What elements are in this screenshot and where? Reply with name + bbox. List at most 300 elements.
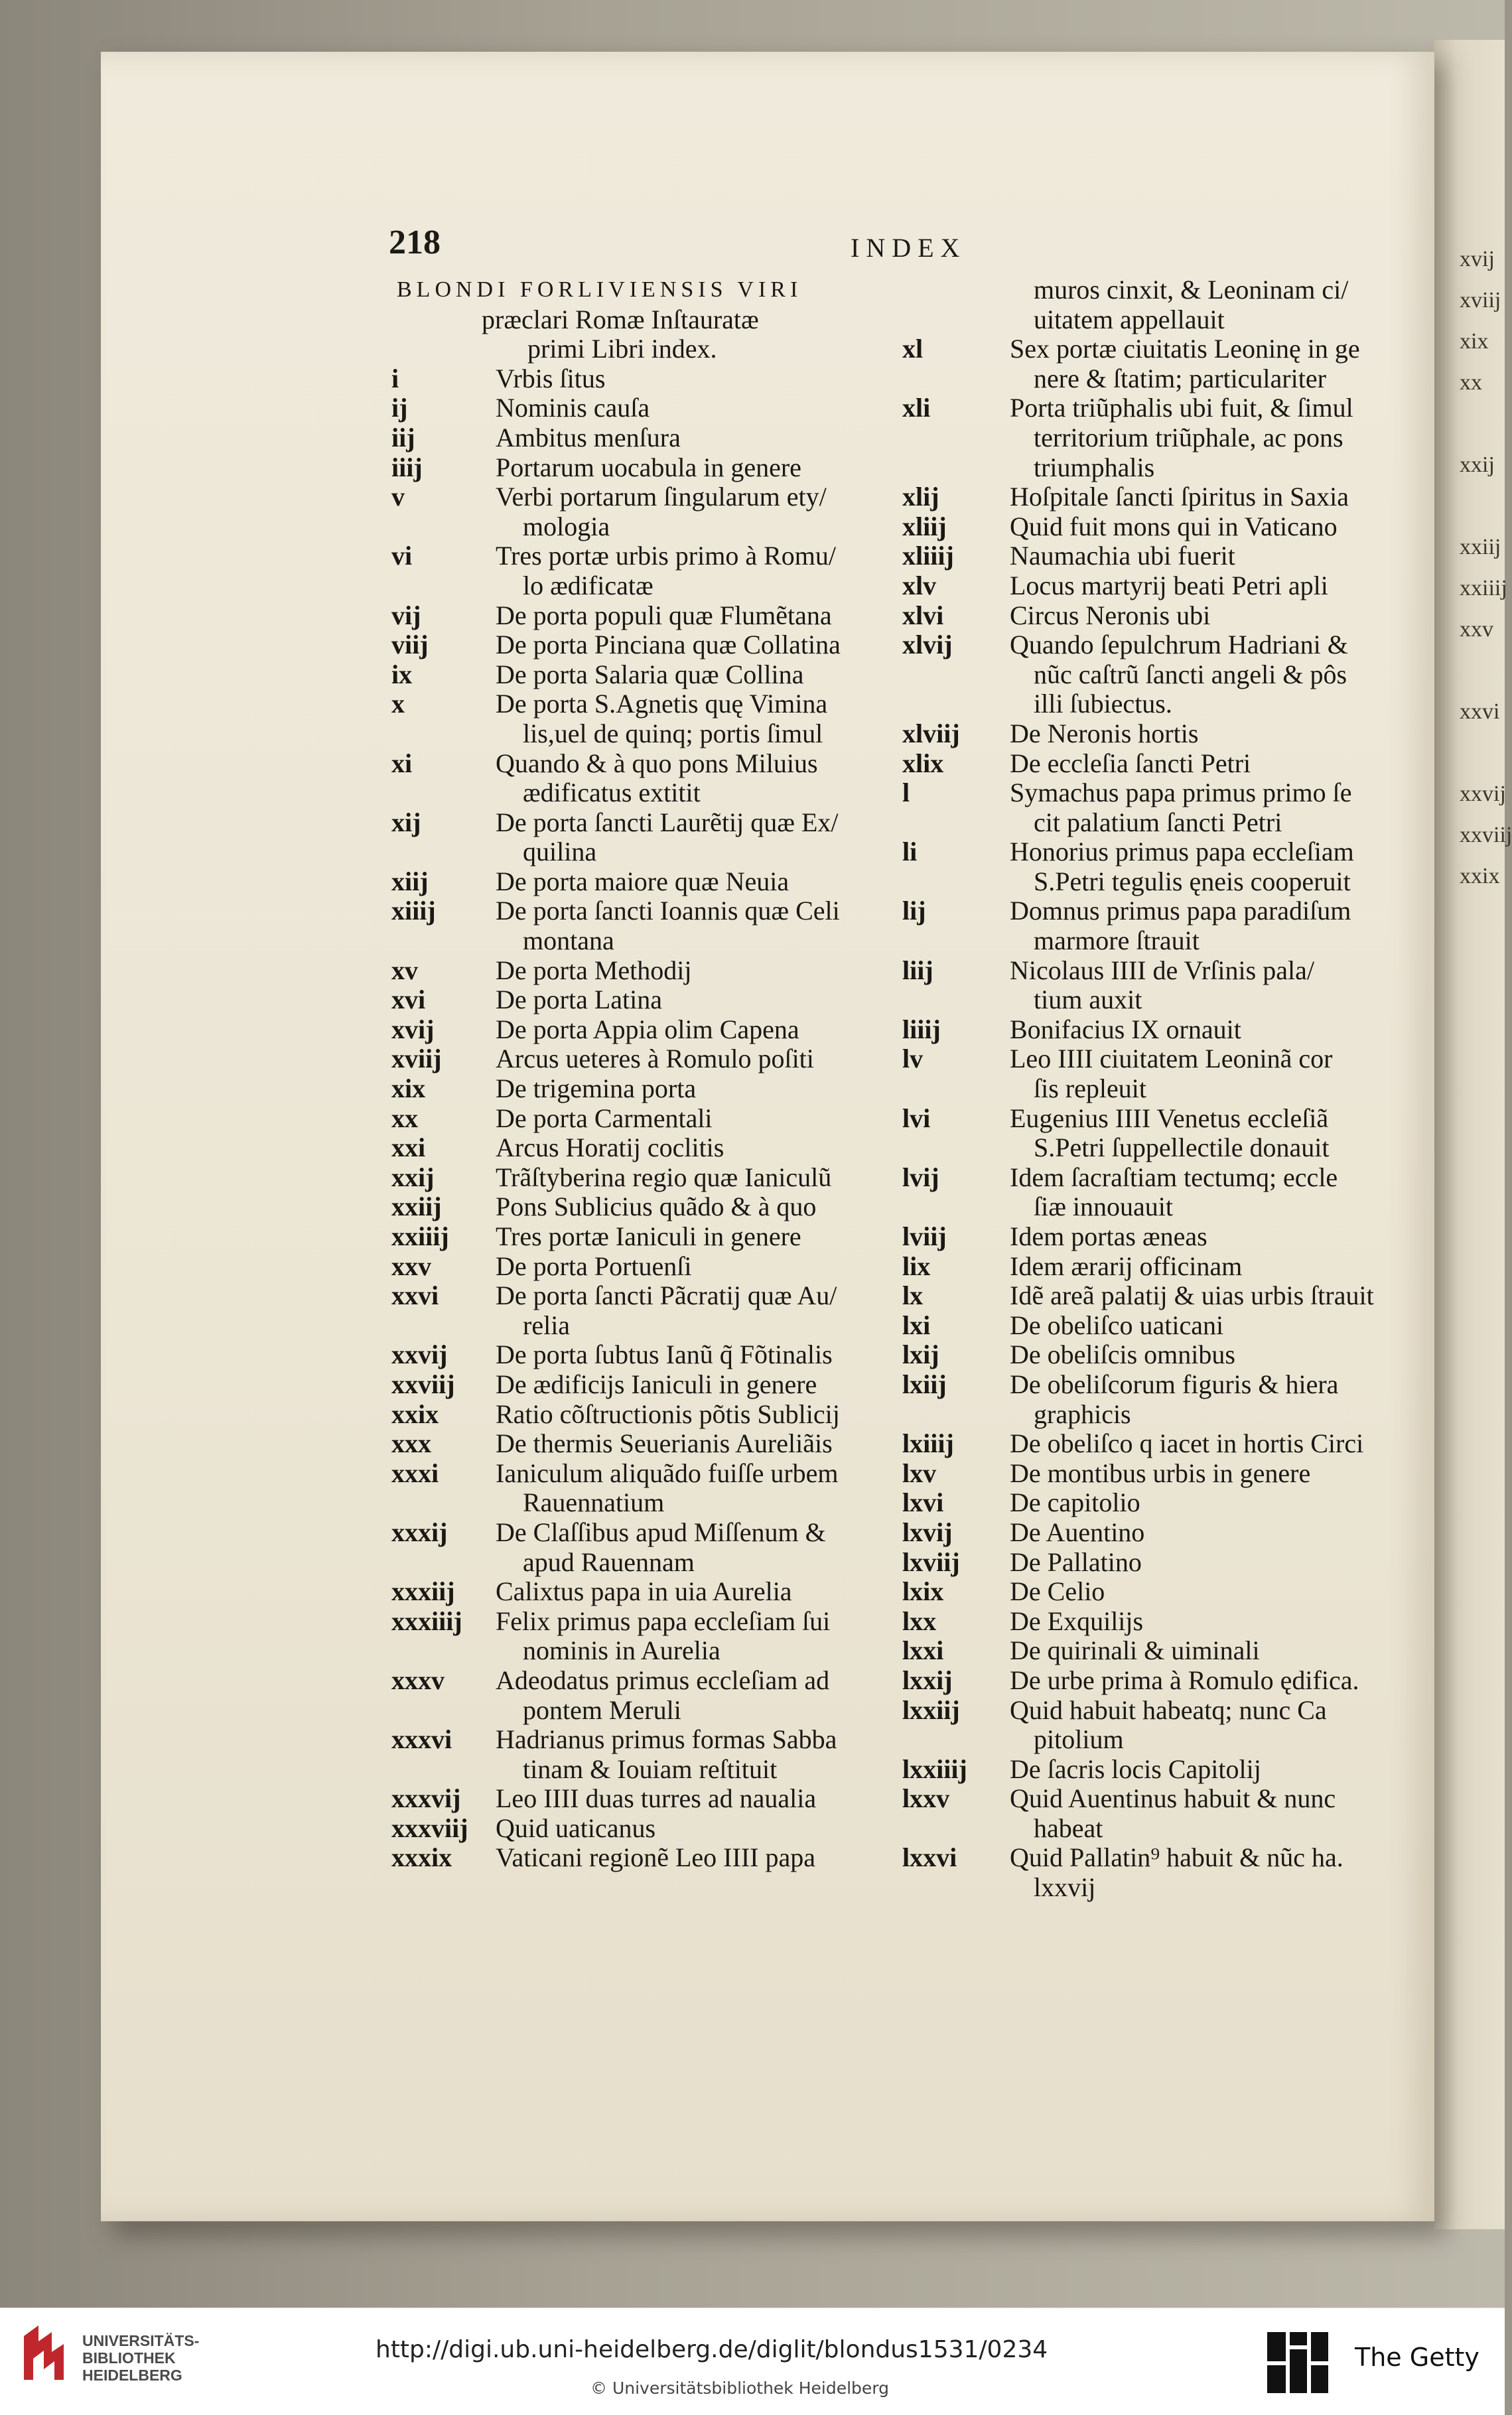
entry-number: lxvij bbox=[902, 1517, 953, 1547]
index-entry bbox=[391, 541, 909, 571]
index-entry bbox=[391, 1163, 909, 1193]
index-entry bbox=[901, 512, 1385, 542]
entry-text: Verbi portarum ſingularum ety/ bbox=[496, 482, 827, 512]
index-entry bbox=[901, 1488, 1385, 1518]
entry-number: xxiij bbox=[391, 1192, 442, 1222]
index-entry bbox=[901, 1281, 1385, 1311]
index-entry bbox=[901, 601, 1385, 631]
entry-number: lx bbox=[902, 1280, 924, 1311]
index-entry bbox=[391, 1133, 909, 1163]
index-entry bbox=[901, 1429, 1385, 1459]
entry-number: iij bbox=[391, 422, 415, 452]
index-entry bbox=[901, 1784, 1385, 1814]
index-entry bbox=[901, 1015, 1385, 1045]
permalink-url[interactable]: http://digi.ub.uni-heidelberg.de/diglit/blondus1531/0234 bbox=[376, 2336, 1048, 2363]
entry-number: xlv bbox=[902, 570, 937, 600]
entry-number: lxi bbox=[902, 1310, 931, 1340]
entry-continuation: ſis repleuit bbox=[1034, 1073, 1146, 1104]
index-entry bbox=[901, 1252, 1385, 1282]
entry-number: xxi bbox=[391, 1133, 426, 1163]
index-entry bbox=[901, 1696, 1385, 1726]
index-entry bbox=[901, 630, 1385, 660]
university-library-name: UNIVERSITÄTS- BIBLIOTHEK HEIDELBERG bbox=[82, 2332, 200, 2384]
entry-number: ix bbox=[391, 659, 413, 689]
getty-logo-icon[interactable] bbox=[1265, 2329, 1331, 2396]
index-entry bbox=[391, 571, 909, 601]
index-entry bbox=[901, 1133, 1385, 1163]
entry-number: lxix bbox=[902, 1576, 944, 1607]
index-entry bbox=[391, 1488, 909, 1518]
index-entry bbox=[391, 926, 909, 956]
heading-line-1: BLONDI FORLIVIENSIS VIRI bbox=[397, 277, 803, 302]
index-entry bbox=[901, 926, 1385, 956]
entry-number: xx bbox=[391, 1103, 418, 1133]
entry-text: De porta Salaria quæ Collina bbox=[496, 659, 804, 689]
entry-number: iiij bbox=[391, 452, 423, 482]
facing-fragment: xxv bbox=[1460, 617, 1493, 642]
index-entry bbox=[391, 512, 909, 542]
entry-number: xlix bbox=[902, 748, 944, 778]
entry-continuation: tinam & Iouiam reſtituit bbox=[523, 1754, 778, 1784]
entry-text: Porta triũphalis ubi fuit, & ſimul bbox=[1010, 393, 1353, 423]
entry-number: xliij bbox=[902, 511, 947, 541]
entry-number: lv bbox=[902, 1044, 924, 1074]
index-entry bbox=[901, 808, 1385, 838]
entry-number: lix bbox=[902, 1251, 931, 1281]
index-entry bbox=[391, 1636, 909, 1666]
entry-continuation: ædificatus extitit bbox=[523, 778, 701, 808]
facing-fragment bbox=[1460, 732, 1499, 774]
entry-text: Portarum uocabula in genere bbox=[496, 452, 801, 482]
entry-number: l bbox=[902, 778, 910, 808]
index-entry bbox=[901, 778, 1385, 808]
facing-fragment: xxiij bbox=[1460, 535, 1501, 559]
entry-text: De porta Methodij bbox=[496, 955, 692, 985]
index-entry bbox=[901, 1725, 1385, 1755]
index-entry bbox=[901, 1548, 1385, 1578]
index-entry bbox=[391, 1725, 909, 1755]
entry-text: De Celio bbox=[1010, 1576, 1105, 1607]
entry-number: lxiij bbox=[902, 1369, 947, 1399]
facing-fragment: xxij bbox=[1460, 452, 1495, 477]
entry-number: vij bbox=[391, 600, 421, 630]
entry-text: De porta ſancti Ioannis quæ Celi bbox=[496, 896, 840, 926]
entry-text: De porta ſancti Laurẽtij quæ Ex/ bbox=[496, 807, 839, 837]
index-entry bbox=[391, 956, 909, 986]
entry-text: Bonifacius IX ornauit bbox=[1010, 1014, 1241, 1044]
index-entry bbox=[901, 393, 1385, 423]
entry-text: De obeliſcorum figuris & hiera bbox=[1010, 1369, 1339, 1399]
entry-text: Leo IIII ciuitatem Leoninã cor bbox=[1010, 1044, 1333, 1074]
index-entry bbox=[901, 837, 1385, 867]
entry-text: De porta Carmentali bbox=[496, 1103, 713, 1133]
entry-number: xi bbox=[391, 748, 413, 778]
entry-text: De eccleſia ſancti Petri bbox=[1010, 748, 1251, 778]
entry-text: Vrbis ſitus bbox=[496, 363, 606, 393]
entry-text: Ambitus menſura bbox=[496, 422, 681, 452]
entry-text: Ianiculum aliquãdo fuiſſe urbem bbox=[496, 1458, 839, 1488]
entry-continuation: marmore ſtrauit bbox=[1034, 926, 1200, 956]
facing-fragment: xviij bbox=[1460, 288, 1501, 312]
entry-text: De porta Latina bbox=[496, 985, 662, 1015]
index-entry bbox=[391, 1311, 909, 1341]
entry-number: lxviij bbox=[902, 1547, 960, 1577]
entry-text: Quid Pallatin⁹ habuit & nũc ha. bbox=[1010, 1842, 1343, 1873]
index-entry bbox=[901, 453, 1385, 483]
entry-continuation: S.Petri ſuppellectile donauit bbox=[1034, 1133, 1330, 1163]
index-entry bbox=[391, 1666, 909, 1696]
entry-number: xxxvi bbox=[391, 1724, 452, 1755]
index-entry bbox=[391, 719, 909, 749]
entry-number: xxxix bbox=[391, 1842, 452, 1873]
index-entry bbox=[901, 867, 1385, 897]
index-entry bbox=[901, 334, 1385, 364]
entry-text: De porta ſubtus Ianũ q̃ Fõtinalis bbox=[496, 1340, 833, 1370]
index-entry bbox=[391, 1252, 909, 1282]
entry-continuation: S.Petri tegulis ęneis cooperuit bbox=[1034, 866, 1351, 896]
index-entry bbox=[391, 630, 909, 660]
index-entry bbox=[901, 689, 1385, 719]
entry-text: De urbe prima à Romulo ędifica. bbox=[1010, 1665, 1359, 1695]
entry-number: xxvi bbox=[391, 1280, 439, 1311]
entry-text: Quid Auentinus habuit & nunc bbox=[1010, 1783, 1336, 1814]
entry-number: xxxiij bbox=[391, 1576, 455, 1607]
entry-number: lxxij bbox=[902, 1665, 953, 1695]
index-entry bbox=[901, 1755, 1385, 1785]
entry-number: xvi bbox=[391, 985, 426, 1015]
entry-text: Eugenius IIII Venetus eccleſiã bbox=[1010, 1103, 1329, 1133]
entry-number: xxxiiij bbox=[391, 1606, 462, 1636]
entry-continuation: lis,uel de quinq; portis ſimul bbox=[523, 718, 823, 748]
entry-text: Quando & à quo pons Miluius bbox=[496, 748, 818, 778]
facing-fragment: xx bbox=[1460, 370, 1482, 395]
entry-continuation: lxxvij bbox=[1034, 1872, 1096, 1903]
index-entry bbox=[391, 1518, 909, 1548]
index-entry bbox=[901, 1222, 1385, 1252]
index-entry bbox=[391, 1577, 909, 1607]
entry-text: Nominis cauſa bbox=[496, 393, 650, 423]
entry-number: xlij bbox=[902, 482, 939, 512]
index-entry bbox=[901, 1666, 1385, 1696]
index-entry bbox=[391, 1281, 909, 1311]
entry-number: lij bbox=[902, 896, 926, 926]
index-entry bbox=[901, 482, 1385, 512]
getty-partner-name[interactable]: The Getty bbox=[1355, 2343, 1479, 2372]
entry-number: xxix bbox=[391, 1399, 439, 1429]
index-entry bbox=[391, 1548, 909, 1578]
entry-continuation: pontem Meruli bbox=[523, 1694, 681, 1725]
facing-fragment: xvij bbox=[1460, 247, 1495, 271]
entry-text: De porta Appia olim Capena bbox=[496, 1014, 799, 1044]
entry-number: xxiiij bbox=[391, 1221, 449, 1251]
entry-number: liiij bbox=[902, 1014, 941, 1044]
heading-line-2: præclari Romæ Inſtauratæ bbox=[482, 304, 759, 334]
entry-text: Quid fuit mons qui in Vaticano bbox=[1010, 511, 1338, 541]
entry-number: lxxvi bbox=[902, 1842, 957, 1873]
entry-number: xxxi bbox=[391, 1458, 439, 1488]
entry-number: i bbox=[391, 363, 399, 393]
entry-text: Tres portæ urbis primo à Romu/ bbox=[496, 541, 836, 571]
entry-text: De trigemina porta bbox=[496, 1073, 697, 1104]
facing-page-fragments bbox=[1460, 239, 1512, 897]
entry-text: De porta ſancti Pãcratij quæ Au/ bbox=[496, 1280, 837, 1311]
index-entry bbox=[901, 1814, 1385, 1844]
index-entry bbox=[391, 778, 909, 808]
entry-number: xij bbox=[391, 807, 421, 837]
entry-text: De porta Pinciana quæ Collatina bbox=[496, 630, 841, 660]
index-entry bbox=[391, 1074, 909, 1104]
facing-fragment: xxvij bbox=[1460, 782, 1506, 806]
index-entry bbox=[391, 423, 909, 453]
entry-text: De thermis Seuerianis Aureliãis bbox=[496, 1428, 833, 1459]
entry-number: lvij bbox=[902, 1162, 939, 1192]
index-entry bbox=[391, 749, 909, 779]
index-entry bbox=[901, 1104, 1385, 1134]
index-entry bbox=[901, 1607, 1385, 1637]
entry-continuation: muros cinxit, & Leoninam ci/ bbox=[1034, 275, 1349, 305]
entry-continuation: quilina bbox=[523, 837, 597, 867]
index-entry bbox=[901, 364, 1385, 394]
entry-text: De obeliſco uaticani bbox=[1010, 1310, 1224, 1340]
facing-fragment bbox=[1460, 650, 1499, 691]
index-entry bbox=[901, 1873, 1385, 1903]
entry-number: xv bbox=[391, 955, 418, 985]
index-entry bbox=[391, 896, 909, 926]
heading-line-3: primi Libri index. bbox=[527, 334, 717, 364]
entry-text: Pons Sublicius quãdo & à quo bbox=[496, 1192, 817, 1222]
entry-number: xxij bbox=[391, 1162, 435, 1192]
entry-text: Hadrianus primus formas Sabba bbox=[496, 1724, 837, 1755]
index-entry bbox=[901, 1370, 1385, 1400]
entry-continuation: lo ædificatæ bbox=[523, 570, 653, 600]
entry-number: lxij bbox=[902, 1340, 939, 1370]
index-entry bbox=[391, 985, 909, 1015]
entry-number: x bbox=[391, 689, 405, 719]
index-entry bbox=[901, 1074, 1385, 1104]
entry-text: Idem ſacraſtiam tectumq; eccle bbox=[1010, 1162, 1338, 1192]
index-entry bbox=[901, 1577, 1385, 1607]
entry-text: Quid habuit habeatq; nunc Ca bbox=[1010, 1694, 1327, 1725]
entry-continuation: territorium triũphale, ac pons bbox=[1034, 422, 1343, 452]
index-entry bbox=[391, 1370, 909, 1400]
entry-number: xiij bbox=[391, 866, 429, 896]
index-entry bbox=[901, 1843, 1385, 1873]
university-library-logo-icon[interactable] bbox=[17, 2323, 69, 2382]
entry-number: xiiij bbox=[391, 896, 436, 926]
index-entry bbox=[901, 275, 1385, 305]
entry-number: xliiij bbox=[902, 541, 954, 571]
entry-number: liij bbox=[902, 955, 933, 985]
entry-continuation: mologia bbox=[523, 511, 610, 541]
entry-continuation: illi ſubiectus. bbox=[1034, 689, 1172, 719]
entry-number: lxxiiij bbox=[902, 1754, 967, 1784]
entry-continuation: montana bbox=[523, 926, 614, 956]
index-entry bbox=[901, 749, 1385, 779]
facing-fragment: xxix bbox=[1460, 864, 1500, 888]
entry-text: Arcus ueteres à Romulo poſiti bbox=[496, 1044, 814, 1074]
entry-text: De montibus urbis in genere bbox=[1010, 1458, 1311, 1488]
entry-text: Sex portæ ciuitatis Leoninę in ge bbox=[1010, 334, 1360, 364]
index-entry bbox=[901, 541, 1385, 571]
index-entry bbox=[391, 808, 909, 838]
entry-number: xl bbox=[902, 334, 924, 364]
entry-text: Symachus papa primus primo ſe bbox=[1010, 778, 1352, 808]
index-entry bbox=[901, 660, 1385, 690]
copyright-notice: © Universitätsbibliothek Heidelberg bbox=[590, 2379, 890, 2398]
entry-text: De obeliſcis omnibus bbox=[1010, 1340, 1235, 1370]
entry-text: Idem ærarij officinam bbox=[1010, 1251, 1243, 1281]
index-entry bbox=[391, 1429, 909, 1459]
entry-number: xviij bbox=[391, 1044, 442, 1074]
index-entry bbox=[391, 1340, 909, 1370]
entry-text: Calixtus papa in uia Aurelia bbox=[496, 1576, 792, 1607]
facing-fragment: xxvi bbox=[1460, 699, 1500, 724]
entry-text: De ſacris locis Capitolij bbox=[1010, 1754, 1261, 1784]
index-entry bbox=[391, 1607, 909, 1637]
entry-text: De Claſſibus apud Miſſenum & bbox=[496, 1517, 826, 1547]
index-entry bbox=[391, 1015, 909, 1045]
entry-number: lxvi bbox=[902, 1487, 944, 1518]
index-entry bbox=[391, 393, 909, 423]
entry-continuation: graphicis bbox=[1034, 1399, 1131, 1429]
entry-number: lxxiij bbox=[902, 1694, 960, 1725]
entry-continuation: ſiæ innouauit bbox=[1034, 1192, 1173, 1222]
entry-continuation: nere & ſtatim; particulariter bbox=[1034, 363, 1326, 393]
index-entry bbox=[901, 1311, 1385, 1341]
running-head: INDEX bbox=[851, 233, 967, 263]
entry-text: Nicolaus IIII de Vrſinis pala/ bbox=[1010, 955, 1314, 985]
page-folio: 218 bbox=[389, 224, 441, 261]
index-entry bbox=[391, 1784, 909, 1814]
entry-number: xlvi bbox=[902, 600, 944, 630]
entry-number: xxxv bbox=[391, 1665, 445, 1695]
index-column-left bbox=[391, 275, 909, 1873]
entry-text: Quid uaticanus bbox=[496, 1813, 656, 1843]
index-entry bbox=[391, 1459, 909, 1489]
entry-continuation: nũc caſtrũ ſancti angeli & pôs bbox=[1034, 659, 1347, 689]
entry-continuation: habeat bbox=[1034, 1813, 1103, 1843]
entry-text: Arcus Horatij coclitis bbox=[496, 1133, 724, 1163]
index-entry bbox=[901, 1518, 1385, 1548]
index-entry bbox=[901, 305, 1385, 335]
entry-number: lxxi bbox=[902, 1635, 944, 1666]
facing-fragment: xix bbox=[1460, 329, 1489, 354]
index-entry bbox=[391, 1044, 909, 1074]
index-entry bbox=[901, 1459, 1385, 1489]
entry-text: De Auentino bbox=[1010, 1517, 1145, 1547]
index-entry bbox=[901, 571, 1385, 601]
index-entry bbox=[391, 453, 909, 483]
entry-number: v bbox=[391, 482, 405, 512]
entry-number: li bbox=[902, 837, 918, 867]
entry-text: De Neronis hortis bbox=[1010, 718, 1199, 748]
entry-text: De Exquilijs bbox=[1010, 1606, 1144, 1636]
index-entry bbox=[901, 896, 1385, 926]
index-entry bbox=[901, 1340, 1385, 1370]
entry-text: De capitolio bbox=[1010, 1487, 1140, 1518]
entry-number: lxiiij bbox=[902, 1428, 954, 1459]
entry-number: ij bbox=[391, 393, 408, 423]
entry-text: De porta Portuenſi bbox=[496, 1251, 692, 1281]
entry-continuation: uitatem appellauit bbox=[1034, 304, 1225, 334]
index-column-right bbox=[901, 275, 1385, 1903]
index-entry bbox=[901, 1400, 1385, 1430]
index-entry bbox=[391, 867, 909, 897]
index-entry bbox=[391, 837, 909, 867]
entry-text: Trãſtyberina regio quæ Ianiculũ bbox=[496, 1162, 832, 1192]
entry-text: De porta S.Agnetis quę Vimina bbox=[496, 689, 828, 719]
entry-continuation: tium auxit bbox=[1034, 985, 1142, 1015]
entry-number: lxxv bbox=[902, 1783, 950, 1814]
entry-number: vi bbox=[391, 541, 413, 571]
entry-number: xli bbox=[902, 393, 931, 423]
index-entry bbox=[391, 689, 909, 719]
index-entry bbox=[391, 1755, 909, 1785]
entry-number: xxxviij bbox=[391, 1813, 468, 1843]
index-entry bbox=[391, 660, 909, 690]
facing-fragment: xxviij bbox=[1460, 823, 1512, 847]
index-entry bbox=[391, 1843, 909, 1873]
entry-text: Leo IIII duas turres ad naualia bbox=[496, 1783, 817, 1814]
entry-number: xxv bbox=[391, 1251, 431, 1281]
entry-continuation: nominis in Aurelia bbox=[523, 1635, 721, 1666]
entry-text: Locus martyrij beati Petri apli bbox=[1010, 570, 1328, 600]
entry-text: Ratio cõſtructionis põtis Sublicij bbox=[496, 1399, 840, 1429]
entry-continuation: pitolium bbox=[1034, 1724, 1124, 1755]
index-entry bbox=[391, 1814, 909, 1844]
entry-number: xxx bbox=[391, 1428, 431, 1459]
entry-continuation: apud Rauennam bbox=[523, 1547, 695, 1577]
entry-text: Domnus primus papa paradiſum bbox=[1010, 896, 1351, 926]
entry-number: xxxvij bbox=[391, 1783, 461, 1814]
entry-number: lxx bbox=[902, 1606, 937, 1636]
index-entry bbox=[901, 1163, 1385, 1193]
entry-text: Felix primus papa eccleſiam ſui bbox=[496, 1606, 831, 1636]
index-entry bbox=[391, 1400, 909, 1430]
entry-text: Vaticani regionẽ Leo IIII papa bbox=[496, 1842, 815, 1873]
index-entry bbox=[901, 423, 1385, 453]
viewer-footer bbox=[0, 2308, 1505, 2415]
entry-text: De ædificijs Ianiculi in genere bbox=[496, 1369, 817, 1399]
entry-text: De quirinali & uiminali bbox=[1010, 1635, 1260, 1666]
entry-text: Honorius primus papa eccleſiam bbox=[1010, 837, 1354, 867]
index-entry bbox=[391, 601, 909, 631]
entry-text: Naumachia ubi fuerit bbox=[1010, 541, 1235, 571]
entry-number: lvi bbox=[902, 1103, 931, 1133]
entry-continuation: Rauennatium bbox=[523, 1487, 665, 1518]
entry-text: De porta populi quæ Flumẽtana bbox=[496, 600, 832, 630]
entry-text: De Pallatino bbox=[1010, 1547, 1142, 1577]
entry-text: Quando ſepulchrum Hadriani & bbox=[1010, 630, 1348, 660]
index-entry bbox=[901, 956, 1385, 986]
facing-fragment bbox=[1460, 486, 1499, 527]
entry-number: viij bbox=[391, 630, 429, 660]
entry-text: De porta maiore quæ Neuia bbox=[496, 866, 790, 896]
entry-continuation: triumphalis bbox=[1034, 452, 1155, 482]
entry-continuation: cit palatium ſancti Petri bbox=[1034, 807, 1282, 837]
index-entry bbox=[391, 1104, 909, 1134]
entry-number: xlvij bbox=[902, 630, 953, 660]
index-entry bbox=[901, 1636, 1385, 1666]
index-entry bbox=[391, 1696, 909, 1726]
facing-fragment bbox=[1460, 403, 1499, 445]
entry-number: lviij bbox=[902, 1221, 947, 1251]
entry-number: lxv bbox=[902, 1458, 937, 1488]
index-entry bbox=[391, 364, 909, 394]
entry-text: Adeodatus primus eccleſiam ad bbox=[496, 1665, 830, 1695]
entry-text: De obeliſco q iacet in hortis Circi bbox=[1010, 1428, 1364, 1459]
entry-continuation: relia bbox=[523, 1310, 571, 1340]
